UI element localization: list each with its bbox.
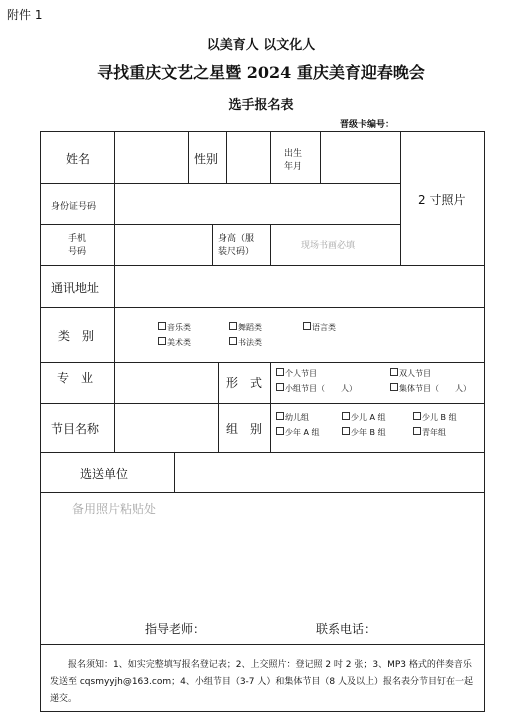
- height-placeholder[interactable]: 现场书画必填: [301, 241, 356, 251]
- name-label: 姓名: [66, 152, 91, 166]
- attachment-label: 附件 1: [7, 8, 43, 22]
- category-option-dance[interactable]: 舞蹈类: [229, 322, 262, 333]
- backup-photo-area[interactable]: [41, 493, 484, 643]
- col-divider: [270, 224, 271, 265]
- category-option-language[interactable]: 语言类: [303, 322, 336, 333]
- photo-label: 2 寸照片: [418, 193, 466, 207]
- page-title: 寻找重庆文艺之星暨 2024 重庆美育迎春晚会: [97, 63, 425, 82]
- form-label: 形 式: [226, 376, 263, 390]
- form-option-duo[interactable]: 双人节目: [390, 368, 431, 379]
- row-divider: [40, 362, 485, 363]
- birth-label-line1: 出生: [284, 149, 303, 159]
- gender-field[interactable]: [227, 132, 269, 182]
- program-name-label: 节目名称: [51, 422, 100, 436]
- major-label: 专 业: [57, 371, 94, 385]
- checkbox[interactable]: [276, 427, 284, 435]
- row-divider: [40, 224, 400, 225]
- checkbox[interactable]: [229, 337, 237, 345]
- teacher-label: 指导老师：: [145, 622, 206, 636]
- checkbox[interactable]: [276, 383, 284, 391]
- col-divider: [188, 131, 189, 183]
- height-label-line2: 装尺码）: [218, 247, 255, 257]
- phone-label-line1: 手机: [68, 234, 87, 244]
- registration-notice: 报名须知：1、如实完整填写报名登记表；2、上交照片：登记照 2 吋 2 张；3、MP3 格式的伴奏音乐发送至 cqsmyyjh@163.com；4、小组节目（3-7 人）和集体节目（8 人及以上）报名表分节目钉在一起递交。: [50, 660, 473, 704]
- id-label: 身份证号码: [51, 202, 97, 212]
- program-name-field[interactable]: [115, 404, 217, 452]
- slogan: 以美育人 以文化人: [206, 38, 316, 53]
- phone-label-line2: 号码: [68, 247, 87, 257]
- checkbox[interactable]: [276, 412, 284, 420]
- checkbox[interactable]: [342, 412, 350, 420]
- id-number-field[interactable]: [115, 184, 399, 224]
- row-divider: [40, 403, 485, 404]
- card-number-label: 晋级卡编号：: [340, 120, 395, 130]
- birth-label-line2: 年月: [284, 162, 303, 172]
- group-option-youth[interactable]: 青年组: [413, 427, 446, 438]
- backup-photo-placeholder: 备用照片粘贴处: [72, 502, 157, 516]
- checkbox[interactable]: [413, 412, 421, 420]
- checkbox[interactable]: [229, 322, 237, 330]
- major-field[interactable]: [115, 363, 217, 403]
- row-divider: [40, 307, 485, 308]
- sender-unit-field[interactable]: [175, 453, 484, 492]
- form-option-ensemble[interactable]: 集体节目（ 人）: [390, 383, 471, 394]
- category-option-fine-art[interactable]: 美术类: [158, 337, 191, 348]
- row-divider: [40, 644, 485, 645]
- checkbox[interactable]: [390, 383, 398, 391]
- col-divider: [270, 131, 271, 183]
- form-option-solo[interactable]: 个人节目: [276, 368, 317, 379]
- checkbox[interactable]: [413, 427, 421, 435]
- group-label: 组 别: [226, 422, 263, 436]
- name-field[interactable]: [115, 132, 187, 182]
- category-option-music[interactable]: 音乐类: [158, 322, 191, 333]
- col-divider: [218, 362, 219, 452]
- address-label: 通讯地址: [51, 281, 100, 295]
- address-field[interactable]: [115, 266, 484, 307]
- group-option-teen-a[interactable]: 少年 A 组: [276, 427, 320, 438]
- group-option-teen-b[interactable]: 少年 B 组: [342, 427, 386, 438]
- checkbox[interactable]: [158, 337, 166, 345]
- group-option-child-a[interactable]: 少儿 A 组: [342, 412, 386, 423]
- height-label-line1: 身高（服: [218, 234, 255, 244]
- phone-field[interactable]: [115, 225, 211, 265]
- photo-area[interactable]: [401, 132, 484, 264]
- contact-phone-label: 联系电话：: [316, 622, 377, 636]
- birth-field[interactable]: [321, 132, 399, 182]
- sender-unit-label: 选送单位: [80, 467, 129, 481]
- group-option-child-b[interactable]: 少儿 B 组: [413, 412, 457, 423]
- category-label: 类 别: [58, 329, 95, 343]
- category-option-calligraphy[interactable]: 书法类: [229, 337, 262, 348]
- checkbox[interactable]: [342, 427, 350, 435]
- col-divider: [212, 224, 213, 265]
- checkbox[interactable]: [158, 322, 166, 330]
- form-subtitle: 选手报名表: [228, 98, 294, 113]
- col-divider: [270, 362, 271, 452]
- checkbox[interactable]: [276, 368, 284, 376]
- gender-label: 性别: [194, 152, 219, 166]
- form-option-small-group[interactable]: 小组节目（ 人）: [276, 383, 357, 394]
- checkbox[interactable]: [390, 368, 398, 376]
- checkbox[interactable]: [303, 322, 311, 330]
- group-option-toddler[interactable]: 幼儿组: [276, 412, 309, 423]
